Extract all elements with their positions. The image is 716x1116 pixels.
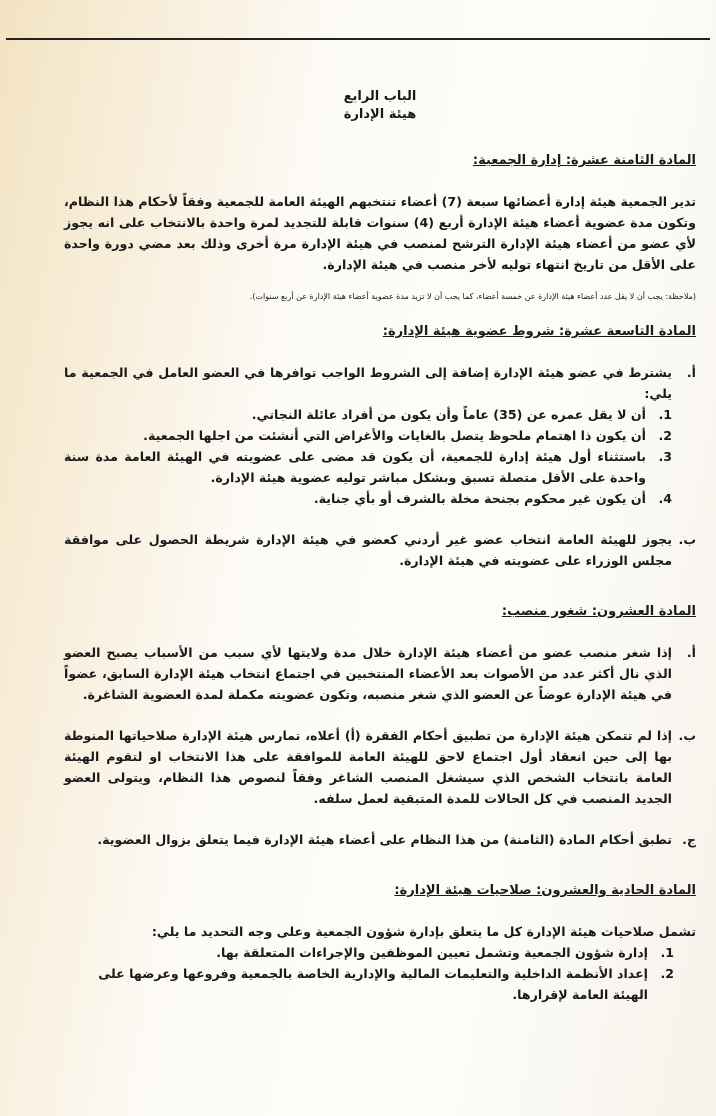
list-item bbox=[64, 963, 674, 1005]
clause-text: إذا شغر منصب عضو من أعضاء هيئة الإدارة خلال مدة ولايتها لأي سبب من الأسباب يصبح العضو الذي نال أكثر عدد من الأصوات بعد الأعضاء المنتخبين في اجتماع انتخاب هيئة الإدارة السابق، عضواً في هيئة الإدارة عوضاً عن العضو الذي شغر منصبه، وتكون عضويته مكملة لمدة العضوية الشاغرة. bbox=[64, 645, 672, 702]
clause-text: تطبق أحكام المادة (الثامنة) من هذا النظام على أعضاء هيئة الإدارة فيما يتعلق بزوال العضوية. bbox=[97, 832, 672, 847]
list-item bbox=[64, 404, 672, 425]
article21-heading: المادة الحادية والعشرون: صلاحيات هيئة الإدارة: bbox=[394, 883, 696, 898]
clause-marker: ب. bbox=[678, 532, 696, 547]
article18-heading: المادة الثامنة عشرة: إدارة الجمعية: bbox=[472, 153, 696, 168]
clause-marker: أ. bbox=[686, 645, 696, 660]
article18-note: (ملاحظة: يجب أن لا يقل عدد أعضاء هيئة الإدارة عن خمسة أعضاء، كما يجب أن لا تزيد مدة عضوية أعضاء هيئة الإدارة عن أربع سنوات). bbox=[249, 292, 696, 301]
list-marker: 1. bbox=[660, 945, 674, 960]
clause-a-intro: يشترط في عضو هيئة الإدارة إضافة إلى الشروط الواجب توافرها في العضو العامل في الجمعية ما يلي: bbox=[64, 365, 672, 401]
clause-b-text: يجوز للهيئة العامة انتخاب عضو غير أردني كعضو في هيئة الإدارة شريطة الحصول على موافقة مجلس الوزراء على عضويته في هيئة الإدارة. bbox=[64, 532, 672, 568]
article20-clause bbox=[64, 725, 696, 809]
list-item bbox=[64, 942, 674, 963]
article20-heading: المادة العشرون: شغور منصب: bbox=[501, 604, 696, 619]
clause-marker: أ. bbox=[686, 365, 696, 380]
document-body bbox=[64, 88, 696, 1005]
article20-clause bbox=[64, 829, 696, 850]
list-item-text: باستثناء أول هيئة إدارة للجمعية، أن يكون قد مضى على عضويته في الهيئة العامة مدة سنة واحدة على الأقل متصلة تسبق وبشكل مباشر توليه عضوية هيئة الإدارة. bbox=[64, 449, 646, 485]
top-rule bbox=[6, 38, 710, 40]
list-item-text: أن يكون ذا اهتمام ملحوظ يتصل بالغايات والأغراض التي أنشئت من اجلها الجمعية. bbox=[143, 428, 646, 443]
chapter-subtitle: هيئة الإدارة bbox=[343, 107, 417, 122]
list-item bbox=[64, 446, 672, 488]
article19-heading: المادة التاسعة عشرة: شروط عضوية هيئة الإدارة: bbox=[382, 324, 696, 339]
chapter-title: الباب الرابع bbox=[343, 89, 417, 104]
article18-body: تدير الجمعية هيئة إدارة أعضائها سبعة (7) أعضاء تنتخبهم الهيئة العامة للجمعية وفقاً لأحكام هذا النظام، وتكون مدة عضوية أعضاء هيئة الإدارة أربع (4) سنوات قابلة للتجديد لمرة واحدة بالانتخاب على انه يجوز لأي عضو من أعضاء هيئة الإدارة الترشح لمنصب في هيئة الإدارة مرة أخرى وذلك بعد مضي دورة واحدة على الأقل من تاريخ انتهاء توليه لأخر منصب في هيئة الإدارة. bbox=[64, 194, 696, 272]
list-marker: 4. bbox=[658, 491, 672, 506]
list-item bbox=[64, 425, 672, 446]
list-item-text: أن يكون غير محكوم بجنحة مخلة بالشرف أو بأي جناية. bbox=[313, 491, 646, 506]
article19-clause-a bbox=[64, 362, 696, 509]
list-marker: 2. bbox=[658, 428, 672, 443]
clause-marker: ب. bbox=[678, 728, 696, 743]
clause-marker: ج. bbox=[682, 832, 696, 847]
article20-clause bbox=[64, 642, 696, 705]
list-marker: 1. bbox=[658, 407, 672, 422]
article21-intro: تشمل صلاحيات هيئة الإدارة كل ما يتعلق بإدارة شؤون الجمعية وعلى وجه التحديد ما يلي: bbox=[151, 924, 696, 939]
list-item-text: إدارة شؤون الجمعية وتشمل تعيين الموظفين والإجراءات المتعلقة بها. bbox=[216, 945, 648, 960]
clause-text: إذا لم تتمكن هيئة الإدارة من تطبيق أحكام الفقرة (أ) أعلاه، تمارس هيئة الإدارة صلاحياتها المنوطة بها إلى حين انعقاد أول اجتماع لاحق للهيئة العامة للموافقة على هذا الانتخاب او لتقوم الهيئة العامة بانتخاب الشخص الذي سيشغل المنصب الشاغر وفقاً لنصوص هذا النظام، ويتولى العضو الجديد المنصب في كل الحالات للمدة المتبقية لعمل سلفه. bbox=[64, 728, 672, 806]
article19-clause-b bbox=[64, 529, 696, 571]
list-marker: 2. bbox=[660, 966, 674, 981]
list-item-text: إعداد الأنظمة الداخلية والتعليمات المالية والإدارية الخاصة بالجمعية وفروعها وعرضها على الهيئة العامة لإقرارها. bbox=[98, 966, 648, 1002]
list-item bbox=[64, 488, 672, 509]
list-marker: 3. bbox=[658, 449, 672, 464]
list-item-text: أن لا يقل عمره عن (35) عاماً وأن يكون من أفراد عائلة النجاتي. bbox=[251, 407, 646, 422]
